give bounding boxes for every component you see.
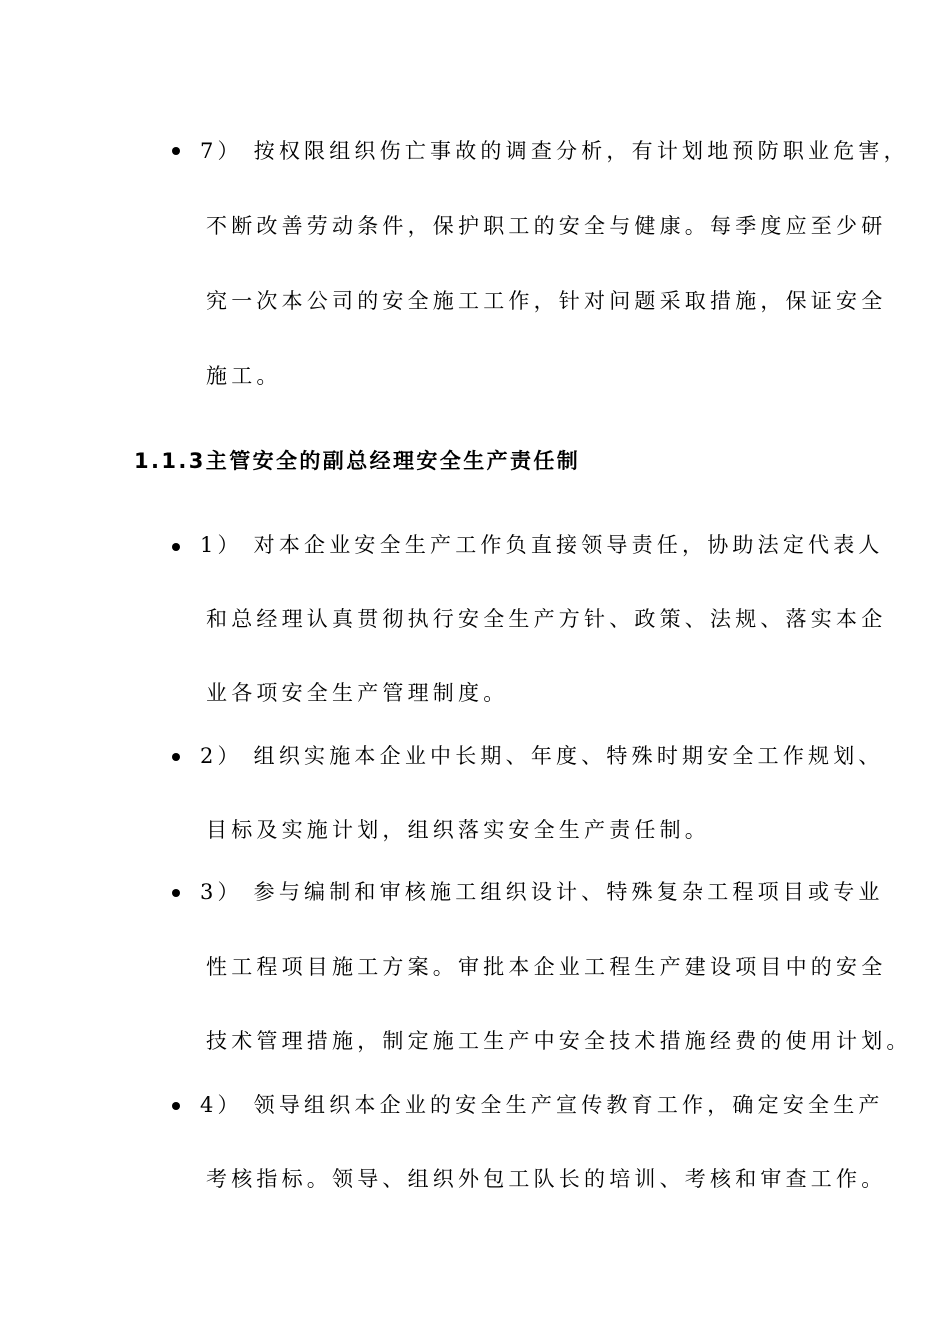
item-3-line-2: 性工程项目施工方案。审批本企业工程生产建设项目中的安全 [206, 955, 887, 979]
item-1-line-2: 和总经理认真贯彻执行安全生产方针、政策、法规、落实本企 [206, 607, 887, 631]
item-7-line-3: 究一次本公司的安全施工工作，针对问题采取措施，保证安全 [206, 289, 887, 313]
section-heading: 1.1.3主管安全的副总经理安全生产责任制 [134, 449, 581, 473]
item-7-line-1: 7） 按权限组织伤亡事故的调查分析，有计划地预防职业危害， [200, 139, 909, 163]
bullet-item-2 [172, 753, 180, 761]
item-3-line-1: 3） 参与编制和审核施工组织设计、特殊复杂工程项目或专业 [200, 880, 884, 904]
item-4-line-1: 4） 领导组织本企业的安全生产宣传教育工作，确定安全生产 [200, 1093, 884, 1117]
item-2-line-1: 2） 组织实施本企业中长期、年度、特殊时期安全工作规划、 [200, 744, 884, 768]
bullet-item-3 [172, 889, 180, 897]
item-7-line-4: 施工。 [206, 364, 282, 388]
item-1-line-3: 业各项安全生产管理制度。 [206, 681, 509, 705]
item-7-line-2: 不断改善劳动条件，保护职工的安全与健康。每季度应至少研 [206, 214, 887, 238]
bullet-item-1 [172, 543, 180, 551]
item-2-line-2: 目标及实施计划，组织落实安全生产责任制。 [206, 818, 710, 842]
bullet-item-4 [172, 1102, 180, 1110]
bullet-item-7 [172, 147, 180, 155]
item-4-line-2: 考核指标。领导、组织外包工队长的培训、考核和审查工作。 [206, 1167, 887, 1191]
item-1-line-1: 1） 对本企业安全生产工作负直接领导责任，协助法定代表人 [200, 533, 884, 557]
item-3-line-3: 技术管理措施，制定施工生产中安全技术措施经费的使用计划。 [206, 1029, 912, 1053]
